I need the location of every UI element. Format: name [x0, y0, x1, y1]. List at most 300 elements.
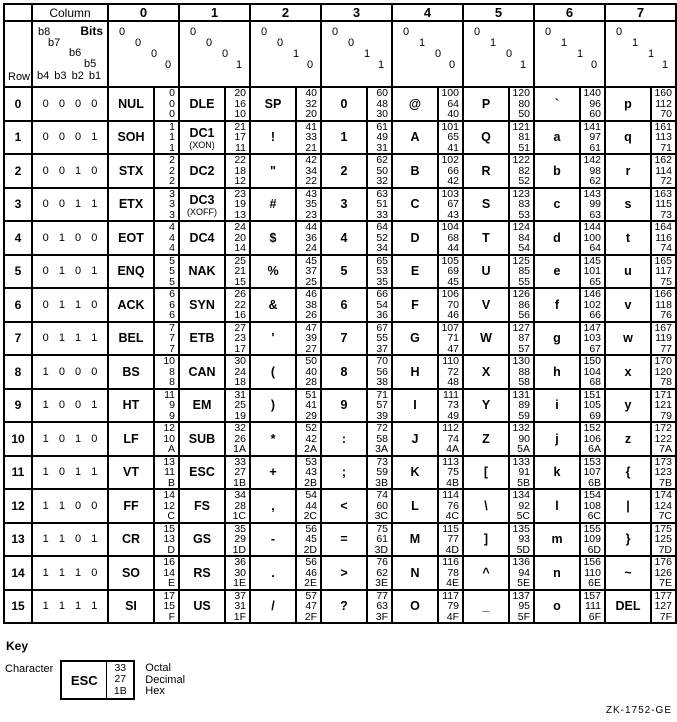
column-bit: 1 — [577, 48, 584, 60]
hex-value: 2F — [304, 610, 317, 623]
char-cell — [179, 121, 225, 155]
octal-value: 56 — [305, 522, 317, 535]
octal-value: 127 — [512, 321, 530, 334]
hex-value: B — [167, 476, 175, 489]
row-number: 5 — [4, 255, 32, 289]
octal-value: 60 — [376, 87, 388, 99]
code-cell — [509, 489, 534, 523]
char-cell — [108, 322, 154, 356]
decimal-value: 13 — [163, 533, 175, 545]
octal-value: 32 — [234, 422, 246, 434]
hex-value: 5F — [517, 610, 530, 623]
character: SP — [264, 96, 282, 111]
character: " — [270, 163, 276, 178]
code-cell — [367, 322, 392, 356]
decimal-value: 114 — [655, 164, 672, 177]
decimal-value: 8 — [169, 365, 175, 378]
character: T — [482, 230, 490, 245]
code-cell — [509, 456, 534, 490]
code-cell — [367, 255, 392, 289]
code-cell — [225, 87, 250, 121]
octal-value: 62 — [376, 154, 388, 166]
octal-value: 111 — [443, 388, 459, 401]
hex-value: 3B — [375, 476, 388, 489]
code-cell — [651, 87, 676, 121]
table-row — [4, 523, 676, 557]
character: O — [410, 599, 420, 614]
octal-value: 44 — [305, 221, 317, 233]
char-cell — [179, 422, 225, 456]
hex-value: 77 — [660, 342, 672, 355]
octal-value: 113 — [442, 455, 459, 468]
decimal-value: 53 — [376, 265, 388, 277]
column-bit: 1 — [236, 59, 243, 71]
row-label: Row — [8, 71, 31, 83]
decimal-value: 68 — [447, 231, 459, 244]
hex-value: 50 — [518, 108, 530, 120]
column-header-7: 7 — [605, 4, 676, 21]
code-cell — [651, 221, 676, 255]
octal-value: 105 — [441, 254, 459, 267]
char-cell — [463, 255, 509, 289]
decimal-value: 90 — [518, 432, 530, 445]
decimal-value: 14 — [163, 566, 175, 579]
octal-value: 100 — [441, 87, 459, 99]
hex-value: 57 — [518, 342, 530, 355]
character: q — [624, 130, 632, 145]
char-cell — [392, 188, 438, 222]
octal-value: 135 — [512, 522, 530, 535]
character: | — [626, 498, 630, 513]
character: BEL — [118, 331, 144, 346]
code-cell — [225, 288, 250, 322]
decimal-value: 99 — [589, 198, 601, 210]
character: . — [271, 565, 275, 580]
character: f — [554, 297, 560, 312]
decimal-value: 59 — [376, 466, 388, 478]
code-cell — [367, 288, 392, 322]
character: L — [411, 498, 419, 513]
octal-value: 10 — [163, 355, 175, 367]
decimal-value: 61 — [376, 533, 388, 545]
hex-value: 28 — [305, 376, 317, 388]
decimal-value: 34 — [305, 164, 317, 177]
hex-value: 15 — [234, 275, 246, 288]
char-cell — [605, 154, 651, 188]
code-cell — [296, 288, 321, 322]
character: SO — [121, 565, 141, 580]
character: % — [267, 264, 279, 279]
octal-value: 54 — [305, 489, 317, 501]
row-bits: 0 1 1 1 — [32, 322, 108, 356]
char-cell — [250, 422, 296, 456]
code-cell — [367, 556, 392, 590]
decimal-value: 96 — [589, 97, 601, 110]
octal-value: 13 — [163, 455, 175, 468]
code-cell — [509, 590, 534, 624]
hex-value: 2C — [303, 510, 317, 522]
hex-value: 53 — [518, 208, 530, 221]
char-cell — [179, 456, 225, 490]
char-cell — [179, 389, 225, 423]
octal-value: 122 — [512, 154, 530, 166]
char-cell — [250, 489, 296, 523]
octal-value: 74 — [376, 489, 388, 501]
row-bits: 1 0 1 1 — [32, 456, 108, 490]
octal-value: 36 — [234, 556, 246, 568]
character: o — [553, 599, 561, 614]
char-cell — [179, 288, 225, 322]
column-bit: 0 — [506, 48, 513, 60]
character: ESC — [189, 465, 215, 480]
row-bits: 0 0 0 0 — [32, 87, 108, 121]
character: & — [268, 297, 278, 312]
code-cell — [509, 355, 534, 389]
hex-value: 30 — [376, 108, 388, 120]
column-bit: 1 — [490, 37, 497, 49]
char-cell — [321, 389, 367, 423]
code-cell — [367, 121, 392, 155]
code-cell — [651, 389, 676, 423]
row-bits: 1 0 1 0 — [32, 422, 108, 456]
hex-value: 6A — [588, 443, 601, 455]
decimal-value: 100 — [583, 231, 601, 244]
char-cell — [250, 590, 296, 624]
hex-value: 1B — [233, 476, 246, 489]
key-example-character: ESC — [70, 672, 98, 688]
octal-value: 77 — [376, 589, 388, 602]
hex-value: 5E — [517, 577, 530, 589]
code-cell — [367, 154, 392, 188]
char-cell — [534, 154, 580, 188]
character: v — [624, 297, 632, 312]
hex-value: 3A — [375, 443, 388, 455]
octal-value: 150 — [583, 355, 601, 367]
decimal-value: 24 — [234, 365, 246, 378]
octal-value: 123 — [512, 187, 530, 200]
char-cell — [108, 355, 154, 389]
key-example-decimal: 27 — [114, 673, 127, 686]
column-bits-cell — [605, 21, 676, 87]
hex-value: 4B — [446, 476, 459, 489]
code-cell — [296, 422, 321, 456]
decimal-value: 76 — [447, 499, 459, 512]
octal-value: 64 — [376, 221, 388, 233]
code-cell — [225, 154, 250, 188]
char-cell — [108, 288, 154, 322]
code-cell — [509, 422, 534, 456]
decimal-value: 43 — [305, 466, 317, 478]
hex-value: 38 — [376, 376, 388, 388]
decimal-value: 122 — [654, 432, 672, 445]
hex-value: 4 — [169, 242, 175, 254]
octal-value: 53 — [305, 455, 317, 468]
decimal-value: 95 — [518, 600, 530, 612]
hex-value: 43 — [447, 208, 459, 221]
octal-value: 166 — [654, 288, 672, 300]
decimal-value: 71 — [447, 332, 459, 344]
character: ACK — [117, 297, 145, 312]
decimal-value: 42 — [305, 432, 317, 445]
hex-value: 52 — [518, 175, 530, 187]
octal-value: 151 — [583, 388, 601, 401]
char-cell — [463, 422, 509, 456]
code-cell — [580, 322, 605, 356]
char-cell — [179, 590, 225, 624]
table-row — [4, 389, 676, 423]
column-bit: 0 — [151, 48, 158, 60]
character: NAK — [188, 264, 216, 279]
code-cell — [367, 523, 392, 557]
code-cell — [438, 288, 463, 322]
hex-value: 67 — [589, 342, 601, 355]
character: 9 — [340, 398, 348, 413]
decimal-value: 18 — [234, 164, 246, 177]
code-cell — [225, 590, 250, 624]
octal-value: 43 — [305, 187, 317, 200]
decimal-value: 109 — [583, 533, 601, 545]
char-cell — [463, 288, 509, 322]
code-cell — [438, 489, 463, 523]
character: u — [624, 264, 632, 279]
char-cell — [392, 288, 438, 322]
hex-value: 10 — [234, 108, 246, 120]
character: t — [625, 230, 631, 245]
hex-value: 11 — [235, 141, 246, 154]
hex-value: 35 — [376, 275, 388, 288]
character: DC1 — [189, 126, 215, 141]
column-bit: 0 — [277, 37, 284, 49]
decimal-value: 6 — [169, 298, 175, 311]
code-cell — [367, 188, 392, 222]
code-cell — [438, 389, 463, 423]
table-row — [4, 590, 676, 624]
character: ] — [483, 532, 489, 547]
character: # — [269, 197, 277, 212]
char-cell — [108, 221, 154, 255]
key-decimal-label: Decimal — [145, 673, 186, 686]
row-number: 8 — [4, 355, 32, 389]
decimal-value: 15 — [163, 600, 175, 612]
char-cell — [108, 590, 154, 624]
decimal-value: 88 — [518, 365, 530, 378]
code-cell — [580, 355, 605, 389]
character: E — [410, 264, 420, 279]
decimal-value: 4 — [169, 231, 175, 244]
octal-value: 63 — [376, 187, 388, 200]
code-cell — [367, 87, 392, 121]
row-bits: 1 1 0 1 — [32, 523, 108, 557]
char-cell — [534, 288, 580, 322]
character: s — [624, 197, 632, 212]
code-cell — [580, 255, 605, 289]
character: y — [624, 398, 632, 413]
hex-value: 66 — [589, 309, 601, 321]
code-cell — [296, 456, 321, 490]
decimal-value: 60 — [376, 499, 388, 512]
code-cell — [509, 389, 534, 423]
char-cell — [463, 456, 509, 490]
hex-value: 75 — [660, 275, 672, 288]
hex-value: 2E — [304, 577, 317, 589]
character: x — [624, 364, 632, 379]
hex-value: 68 — [589, 376, 601, 388]
code-cell — [154, 489, 179, 523]
row-bits: 1 1 0 0 — [32, 489, 108, 523]
octal-value: 35 — [234, 522, 246, 535]
octal-value: 164 — [654, 221, 672, 233]
hex-value: 37 — [376, 342, 388, 355]
code-cell — [367, 422, 392, 456]
code-cell — [651, 255, 676, 289]
code-cell — [580, 288, 605, 322]
octal-value: 173 — [654, 455, 672, 468]
octal-value: 156 — [583, 556, 601, 568]
code-cell — [225, 355, 250, 389]
octal-value: 33 — [234, 455, 246, 468]
decimal-value: 56 — [376, 365, 388, 378]
decimal-value: 32 — [305, 97, 317, 110]
table-row — [4, 188, 676, 222]
code-cell — [509, 322, 534, 356]
code-cell — [438, 255, 463, 289]
decimal-value: 89 — [518, 399, 530, 411]
char-cell — [605, 355, 651, 389]
octal-value: 1 — [169, 120, 175, 133]
octal-value: 23 — [234, 187, 246, 200]
decimal-value: 103 — [583, 332, 601, 344]
char-cell — [108, 456, 154, 490]
row-number: 0 — [4, 87, 32, 121]
code-cell — [367, 221, 392, 255]
octal-value: 66 — [376, 288, 388, 300]
decimal-value: 40 — [305, 365, 317, 378]
decimal-value: 25 — [234, 399, 246, 411]
char-cell — [250, 556, 296, 590]
char-cell — [250, 87, 296, 121]
decimal-value: 58 — [376, 432, 388, 445]
row-number: 11 — [4, 456, 32, 490]
character: X — [481, 364, 491, 379]
octal-value: 20 — [234, 87, 246, 99]
char-cell — [392, 154, 438, 188]
character: 7 — [340, 331, 348, 346]
decimal-value: 47 — [305, 600, 317, 612]
decimal-value: 20 — [234, 231, 246, 244]
code-cell — [651, 590, 676, 624]
decimal-value: 67 — [447, 198, 459, 210]
character: w — [623, 331, 633, 346]
char-cell — [605, 389, 651, 423]
octal-value: 170 — [654, 355, 672, 367]
character: a — [553, 130, 561, 145]
decimal-value: 52 — [376, 231, 388, 244]
hex-value: 78 — [660, 376, 672, 388]
char-cell — [321, 590, 367, 624]
octal-value: 16 — [163, 556, 175, 568]
octal-value: 75 — [376, 522, 388, 535]
key-example-codes — [106, 662, 133, 698]
column-bits-cell — [463, 21, 534, 87]
column-bit: 0 — [545, 26, 552, 38]
character: DLE — [189, 96, 215, 111]
octal-value: 27 — [234, 321, 246, 334]
hex-value: 62 — [589, 175, 601, 187]
code-cell — [651, 556, 676, 590]
row-number: 1 — [4, 121, 32, 155]
code-cell — [296, 255, 321, 289]
hex-value: 73 — [660, 208, 672, 221]
code-cell — [651, 523, 676, 557]
character: G — [410, 331, 420, 346]
code-cell — [296, 154, 321, 188]
char-cell — [392, 87, 438, 121]
code-cell — [154, 188, 179, 222]
character: [ — [483, 465, 489, 480]
character: SOH — [117, 130, 145, 145]
decimal-value: 81 — [518, 131, 530, 143]
octal-value: 76 — [376, 556, 388, 568]
hex-value: 1D — [232, 543, 246, 556]
row-bits: 1 1 1 0 — [32, 556, 108, 590]
octal-value: 161 — [654, 120, 672, 133]
code-cell — [225, 121, 250, 155]
column-bit: 1 — [662, 59, 669, 71]
char-cell — [605, 322, 651, 356]
character: 5 — [340, 264, 348, 279]
octal-value: 37 — [234, 589, 246, 602]
char-cell — [392, 590, 438, 624]
character: Z — [482, 431, 490, 446]
character: 8 — [340, 364, 348, 379]
row-number: 12 — [4, 489, 32, 523]
hex-value: D — [167, 543, 175, 556]
char-cell — [463, 87, 509, 121]
column-bits-cell — [534, 21, 605, 87]
column-header-3: 3 — [321, 4, 392, 21]
column-bit: 1 — [648, 48, 655, 60]
decimal-value: 78 — [447, 566, 459, 579]
hex-value: 9 — [169, 409, 175, 422]
octal-value: 152 — [583, 422, 601, 434]
decimal-value: 12 — [163, 499, 175, 512]
char-cell — [108, 87, 154, 121]
octal-value: 162 — [654, 154, 672, 166]
char-cell — [534, 523, 580, 557]
column-bit: 1 — [293, 48, 300, 60]
hex-value: 3 — [169, 208, 175, 221]
char-cell — [250, 288, 296, 322]
hex-value: 48 — [447, 376, 459, 388]
decimal-value: 35 — [305, 198, 317, 210]
char-cell — [108, 422, 154, 456]
column-bits-cell — [321, 21, 392, 87]
hex-value: 29 — [305, 409, 317, 422]
octal-value: 15 — [163, 522, 175, 535]
code-cell — [296, 87, 321, 121]
character: ETB — [189, 331, 215, 346]
hex-value: 20 — [305, 108, 317, 120]
column-bit: 0 — [435, 48, 442, 60]
octal-value: 160 — [654, 87, 672, 99]
bit-label: b8 — [38, 26, 51, 38]
decimal-value: 31 — [234, 600, 246, 612]
code-cell — [509, 288, 534, 322]
column-header-5: 5 — [463, 4, 534, 21]
hex-value: 13 — [234, 208, 246, 221]
octal-value: 12 — [163, 422, 175, 434]
decimal-value: 101 — [583, 265, 601, 277]
